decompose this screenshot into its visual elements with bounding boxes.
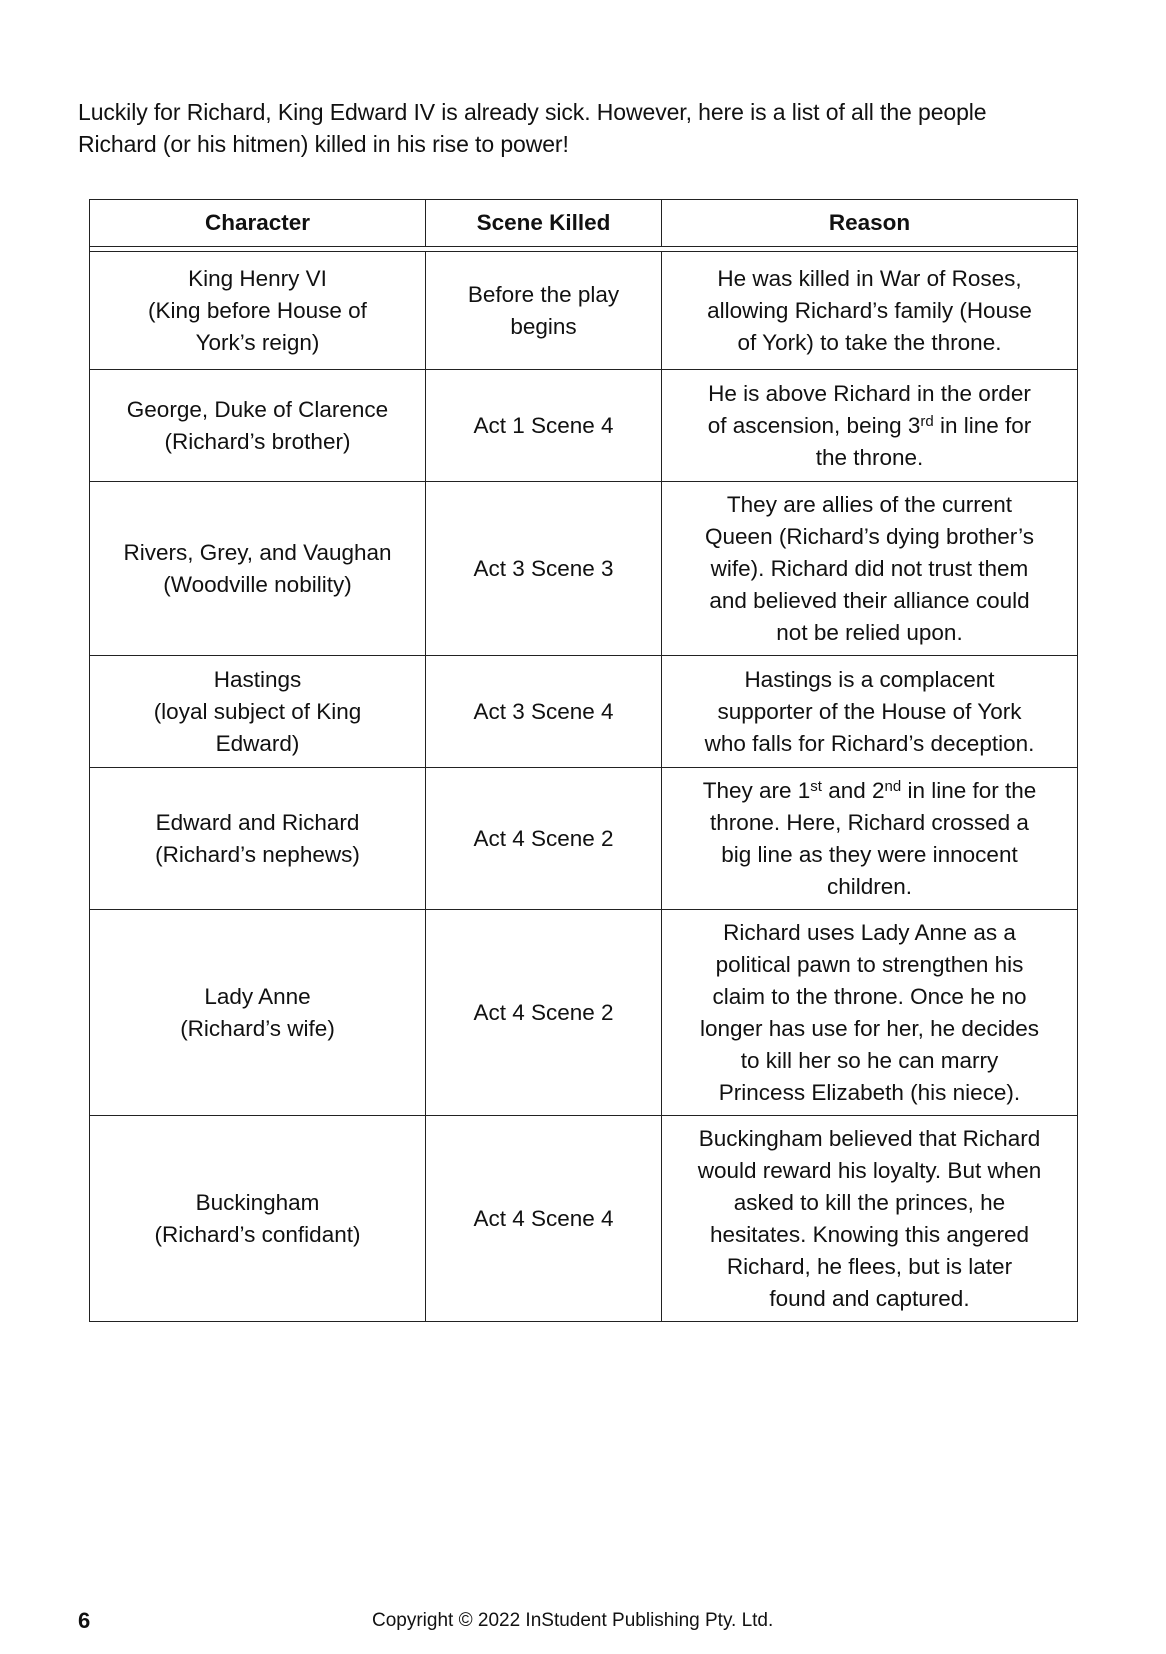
intro-paragraph — [78, 96, 1088, 160]
character-cell: George, Duke of Clarence (Richard’s brother) — [90, 370, 426, 482]
characters-killed-table — [89, 199, 1077, 1322]
scene-cell: Act 1 Scene 4 — [426, 370, 662, 482]
scene-cell: Act 3 Scene 4 — [426, 656, 662, 768]
scene-cell: Act 4 Scene 4 — [426, 1116, 662, 1322]
character-cell: Hastings (loyal subject of King Edward) — [90, 656, 426, 768]
table-row — [90, 656, 1078, 768]
table-row — [90, 910, 1078, 1116]
reason-cell: They are allies of the current Queen (Richard’s dying brother’s wife). Richard did not trust them and believed their alliance could not be relied upon. — [662, 482, 1078, 656]
reason-cell: He was killed in War of Roses, allowing Richard’s family (House of York) to take the throne. — [662, 252, 1078, 370]
copyright-notice: Copyright © 2022 InStudent Publishing Pty. Ltd. — [372, 1610, 774, 1631]
reason-cell: They are 1st and 2nd in line for the throne. Here, Richard crossed a big line as they were innocent children. — [662, 768, 1078, 910]
table-row — [90, 1116, 1078, 1322]
page-number: 6 — [78, 1608, 91, 1633]
table-row — [90, 482, 1078, 656]
intro-line-2: Richard (or his hitmen) killed in his rise to power! — [78, 131, 569, 157]
table-header-row — [90, 200, 1078, 247]
reason-cell: Buckingham believed that Richard would reward his loyalty. But when asked to kill the princes, he hesitates. Knowing this angered Richard, he flees, but is later found and captured. — [662, 1116, 1078, 1322]
header-scene-killed: Scene Killed — [426, 200, 662, 247]
character-cell: Edward and Richard (Richard’s nephews) — [90, 768, 426, 910]
header-reason: Reason — [662, 200, 1078, 247]
intro-line-1: Luckily for Richard, King Edward IV is already sick. However, here is a list of all the people — [78, 99, 987, 125]
reason-cell: Hastings is a complacent supporter of the House of York who falls for Richard’s deception. — [662, 656, 1078, 768]
table-row — [90, 768, 1078, 910]
character-cell: Lady Anne (Richard’s wife) — [90, 910, 426, 1116]
reason-cell: He is above Richard in the order of ascension, being 3rd in line for the throne. — [662, 370, 1078, 482]
character-cell: Rivers, Grey, and Vaughan (Woodville nobility) — [90, 482, 426, 656]
header-character: Character — [90, 200, 426, 247]
scene-cell: Act 4 Scene 2 — [426, 768, 662, 910]
character-cell: Buckingham (Richard’s confidant) — [90, 1116, 426, 1322]
scene-cell: Before the play begins — [426, 252, 662, 370]
scene-cell: Act 4 Scene 2 — [426, 910, 662, 1116]
character-cell: King Henry VI (King before House of York’s reign) — [90, 252, 426, 370]
scene-cell: Act 3 Scene 3 — [426, 482, 662, 656]
table-row — [90, 370, 1078, 482]
table-row — [90, 252, 1078, 370]
reason-cell: Richard uses Lady Anne as a political pawn to strengthen his claim to the throne. Once he no longer has use for her, he decides to kill her so he can marry Princess Elizabeth (his niece). — [662, 910, 1078, 1116]
